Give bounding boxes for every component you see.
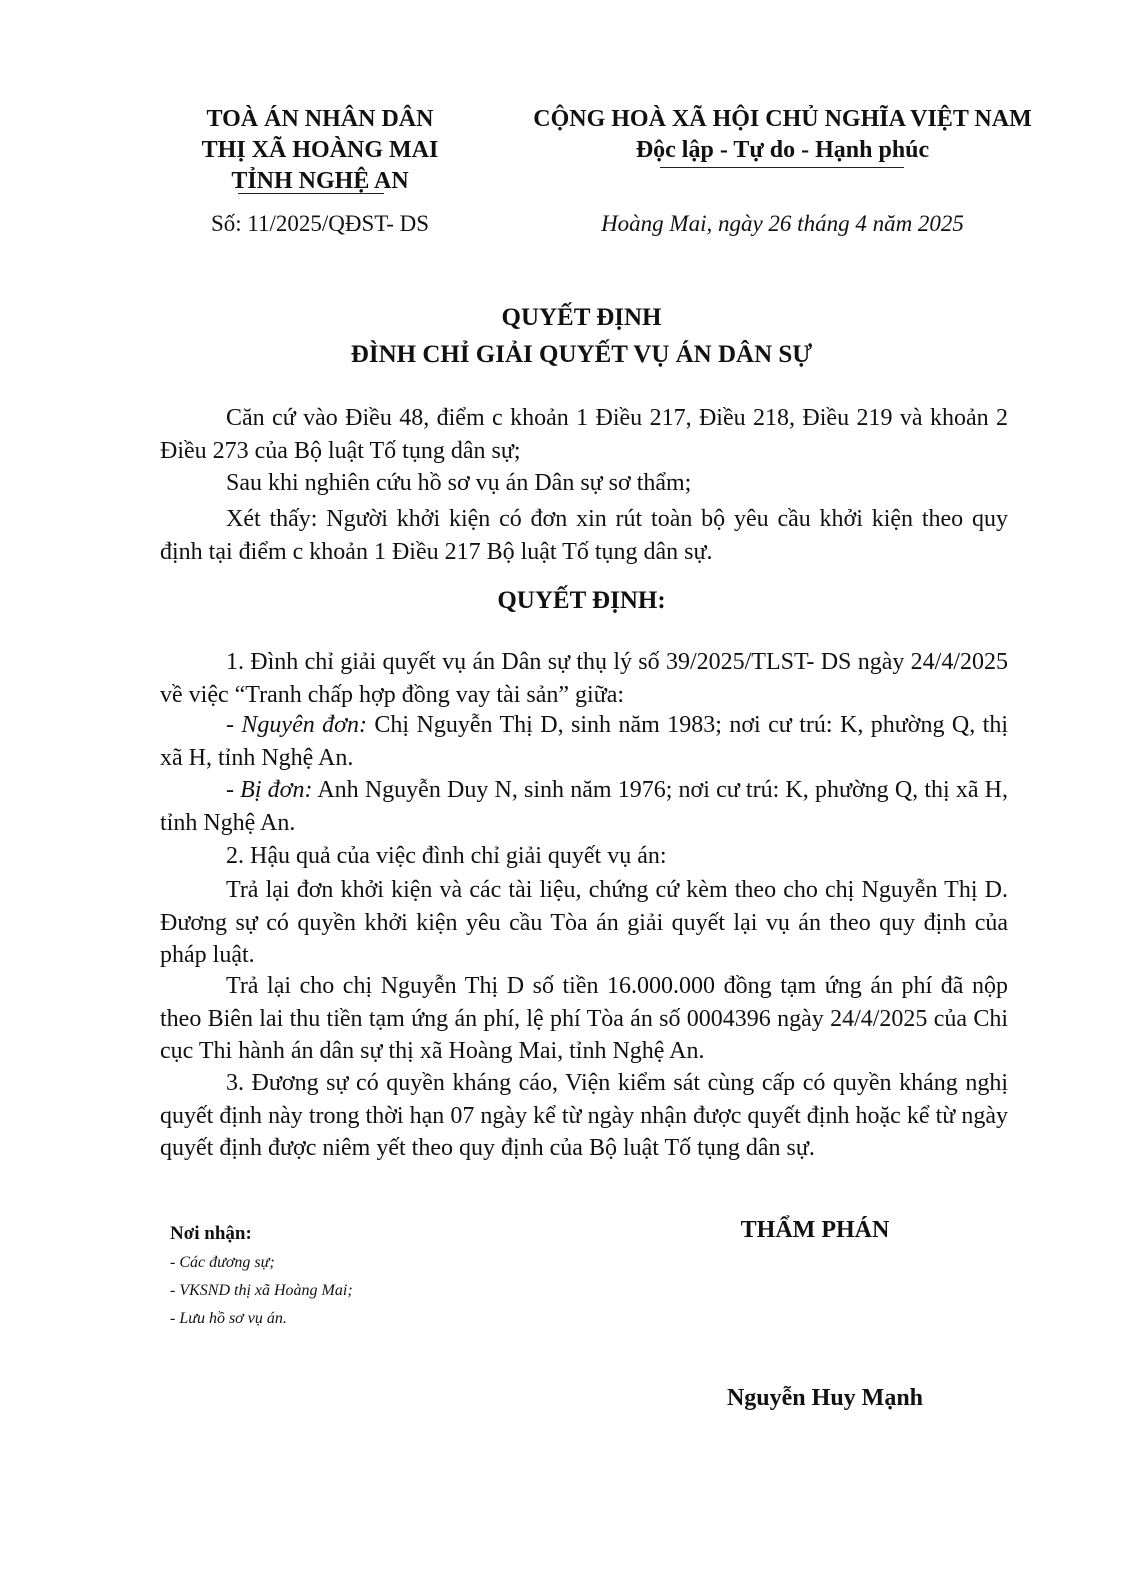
defendant-text: Anh Nguyễn Duy N, sinh năm 1976; nơi cư trú: K, phường Q, thị xã H, tỉnh Nghệ An. bbox=[160, 777, 1009, 836]
decision-heading: QUYẾT ĐỊNH: bbox=[497, 587, 666, 614]
document-date: Hoàng Mai, ngày 26 tháng 4 năm 2025 bbox=[601, 211, 964, 236]
motto-underline bbox=[660, 167, 904, 168]
judge-title: THẨM PHÁN bbox=[740, 1217, 890, 1243]
recipient-item: - VKSND thị xã Hoàng Mai; bbox=[170, 1282, 353, 1299]
national-name: CỘNG HOÀ XÃ HỘI CHỦ NGHĨA VIỆT NAM bbox=[533, 106, 1032, 132]
court-district: THỊ XÃ HOÀNG MAI bbox=[201, 137, 439, 163]
court-header bbox=[160, 104, 480, 197]
judge-name: Nguyễn Huy Mạnh bbox=[726, 1385, 924, 1411]
preamble-legal-basis: Căn cứ vào Điều 48, điểm c khoản 1 Điều 217, Điều 218, Điều 219 và khoản 2 Điều 273 của Bộ luật Tố tụng dân sự; bbox=[160, 405, 1008, 464]
decision-item-2-return-fee: Trả lại cho chị Nguyễn Thị D số tiền 16.000.000 đồng tạm ứng án phí đã nộp theo Biên lai thu tiền tạm ứng án phí, lệ phí Tòa án số 0004396 ngày 24/4/2025 của Chi cục Thi hành án dân sự thị xã Hoàng Mai, tỉnh Nghệ An. bbox=[160, 973, 1008, 1064]
document-title: QUYẾT ĐỊNH bbox=[501, 304, 662, 331]
plaintiff-text: Chị Nguyễn Thị D, sinh năm 1983; nơi cư trú: K, phường Q, thị xã H, tỉnh Nghệ An. bbox=[160, 712, 1008, 771]
court-underline bbox=[238, 193, 384, 194]
plaintiff-paragraph bbox=[160, 709, 1008, 774]
decision-item-3: 3. Đương sự có quyền kháng cáo, Viện kiểm sát cùng cấp có quyền kháng nghị quyết định này trong thời hạn 07 ngày kể từ ngày nhận được quyết định hoặc kể từ ngày quyết định được niêm yết theo quy định của Bộ luật Tố tụng dân sự. bbox=[160, 1070, 1008, 1161]
court-name: TOÀ ÁN NHÂN DÂN bbox=[206, 106, 434, 132]
recipients-heading: Nơi nhận: bbox=[170, 1223, 252, 1244]
defendant-paragraph bbox=[160, 774, 1008, 839]
defendant-label: - Bị đơn: bbox=[226, 777, 313, 803]
preamble-review: Sau khi nghiên cứu hồ sơ vụ án Dân sự sơ thẩm; bbox=[226, 470, 692, 496]
decision-item-2-return-documents: Trả lại đơn khởi kiện và các tài liệu, chứng cứ kèm theo cho chị Nguyễn Thị D. Đương sự có quyền khởi kiện yêu cầu Tòa án giải quyết lại vụ án theo quy định của pháp luật. bbox=[160, 877, 1008, 968]
court-province: TỈNH NGHỆ AN bbox=[231, 168, 409, 194]
national-motto: Độc lập - Tự do - Hạnh phúc bbox=[635, 137, 930, 163]
national-header bbox=[505, 104, 1060, 166]
recipient-item: - Lưu hồ sơ vụ án. bbox=[170, 1310, 287, 1327]
preamble-finding: Xét thấy: Người khởi kiện có đơn xin rút toàn bộ yêu cầu khởi kiện theo quy định tại điểm c khoản 1 Điều 217 Bộ luật Tố tụng dân sự. bbox=[160, 506, 1008, 565]
decision-item-1: 1. Đình chỉ giải quyết vụ án Dân sự thụ lý số 39/2025/TLST- DS ngày 24/4/2025 về việc “Tranh chấp hợp đồng vay tài sản” giữa: bbox=[160, 649, 1008, 708]
document-subtitle: ĐÌNH CHỈ GIẢI QUYẾT VỤ ÁN DÂN SỰ bbox=[350, 341, 813, 368]
plaintiff-label: - Nguyên đơn: bbox=[226, 712, 367, 738]
document-number: Số: 11/2025/QĐST- DS bbox=[210, 211, 430, 236]
recipient-item: - Các đương sự; bbox=[170, 1254, 275, 1271]
decision-item-2: 2. Hậu quả của việc đình chỉ giải quyết vụ án: bbox=[226, 843, 667, 869]
